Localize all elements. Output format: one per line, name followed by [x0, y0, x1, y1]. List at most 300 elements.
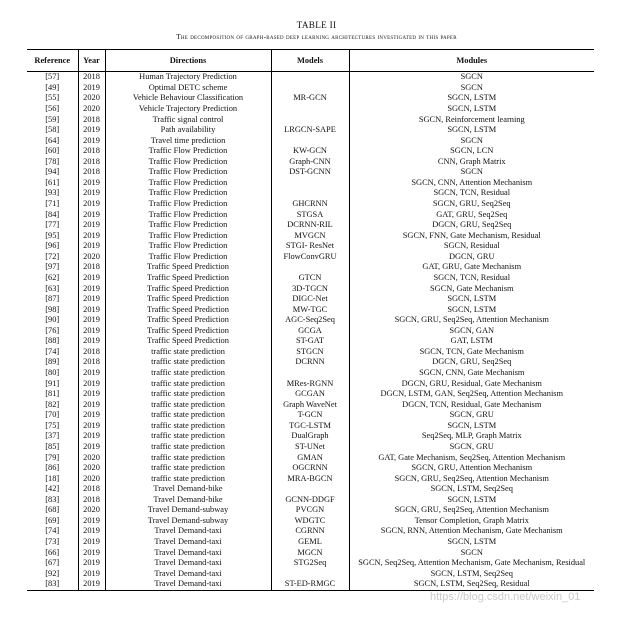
table-row — [27, 368, 594, 379]
table-row — [27, 336, 594, 347]
cell-direction: Traffic Flow Prediction — [105, 199, 271, 210]
cell-direction: Travel time prediction — [105, 135, 271, 146]
cell-year: 2018 — [78, 72, 105, 83]
cell-model: DualGraph — [271, 431, 349, 442]
cell-year: 2019 — [78, 399, 105, 410]
cell-model: KW-GCN — [271, 146, 349, 157]
table-row — [27, 273, 594, 284]
cell-modules: SGCN, GRU, Seq2Seq, Attention Mechanism — [349, 315, 594, 326]
cell-direction: Travel Demand-taxi — [105, 558, 271, 569]
cell-year: 2019 — [78, 579, 105, 590]
table-row — [27, 431, 594, 442]
cell-year: 2019 — [78, 526, 105, 537]
cell-modules: Tensor Completion, Graph Matrix — [349, 516, 594, 527]
cell-year: 2019 — [78, 273, 105, 284]
cell-model: CGRNN — [271, 526, 349, 537]
table-row — [27, 315, 594, 326]
cell-direction: Traffic Flow Prediction — [105, 157, 271, 168]
cell-reference: [72] — [45, 251, 60, 261]
cell-direction: Travel Demand-taxi — [105, 547, 271, 558]
cell-reference: [87] — [45, 294, 60, 304]
table-row — [27, 188, 594, 199]
table-row — [27, 579, 594, 590]
cell-modules: SGCN — [349, 167, 594, 178]
cell-direction: Traffic Flow Prediction — [105, 241, 271, 252]
header-reference: Reference — [27, 50, 78, 72]
cell-direction: traffic state prediction — [105, 399, 271, 410]
cell-year: 2019 — [78, 516, 105, 527]
cell-reference: [90] — [45, 315, 60, 325]
cell-reference: [57] — [45, 72, 60, 82]
cell-modules: SGCN, Seq2Seq, Attention Mechanism, Gate Mechanism, Residual — [349, 558, 594, 569]
table-row — [27, 495, 594, 506]
cell-model — [271, 178, 349, 189]
cell-year: 2020 — [78, 104, 105, 115]
cell-year: 2018 — [78, 484, 105, 495]
cell-modules: SGCN — [349, 547, 594, 558]
cell-reference: [88] — [45, 336, 60, 346]
cell-year: 2019 — [78, 336, 105, 347]
header-row — [27, 50, 594, 72]
cell-modules: SGCN, Gate Mechanism — [349, 283, 594, 294]
cell-direction: Vehicle Behaviour Classification — [105, 93, 271, 104]
cell-reference: [85] — [45, 441, 60, 451]
cell-direction: traffic state prediction — [105, 421, 271, 432]
cell-direction: traffic state prediction — [105, 442, 271, 453]
cell-model — [271, 83, 349, 94]
cell-modules: SGCN, LSTM — [349, 537, 594, 548]
cell-modules: SGCN, LSTM, Seq2Seq — [349, 484, 594, 495]
cell-reference: [96] — [45, 241, 60, 251]
cell-modules: SGCN, FNN, Gate Mechanism, Residual — [349, 230, 594, 241]
cell-model: DIGC-Net — [271, 294, 349, 305]
cell-direction: Travel Demand-subway — [105, 516, 271, 527]
cell-model: FlowConvGRU — [271, 252, 349, 263]
cell-modules: GAT, LSTM — [349, 336, 594, 347]
table-row — [27, 220, 594, 231]
table-row — [27, 262, 594, 273]
table-row — [27, 442, 594, 453]
cell-direction: Traffic Flow Prediction — [105, 209, 271, 220]
cell-reference: [70] — [45, 410, 60, 420]
cell-reference: [63] — [45, 283, 60, 293]
cell-model: PVCGN — [271, 505, 349, 516]
cell-direction: Travel Demand-subway — [105, 505, 271, 516]
cell-model: Graph-CNN — [271, 157, 349, 168]
cell-reference: [75] — [45, 420, 60, 430]
cell-year: 2020 — [78, 473, 105, 484]
cell-modules: GAT, Gate Mechanism, Seq2Seq, Attention Mechanism — [349, 452, 594, 463]
table-row — [27, 463, 594, 474]
cell-year: 2019 — [78, 378, 105, 389]
cell-model: MRes-RGNN — [271, 378, 349, 389]
cell-modules: SGCN, LSTM — [349, 421, 594, 432]
cell-direction: Traffic Flow Prediction — [105, 220, 271, 231]
cell-modules: SGCN, LSTM — [349, 93, 594, 104]
header-year: Year — [78, 50, 105, 72]
cell-reference: [82] — [45, 399, 60, 409]
cell-reference: [55] — [45, 93, 60, 103]
cell-reference: [92] — [45, 568, 60, 578]
cell-modules: SGCN, GAN — [349, 326, 594, 337]
cell-modules: SGCN, Residual — [349, 241, 594, 252]
cell-year: 2018 — [78, 347, 105, 358]
cell-model: STGI- ResNet — [271, 241, 349, 252]
cell-modules: GAT, GRU, Seq2Seq — [349, 209, 594, 220]
cell-reference: [79] — [45, 452, 60, 462]
table-row — [27, 558, 594, 569]
cell-modules: SGCN, GRU — [349, 442, 594, 453]
cell-model: MRA-BGCN — [271, 473, 349, 484]
cell-year: 2018 — [78, 495, 105, 506]
cell-model — [271, 188, 349, 199]
cell-year: 2019 — [78, 326, 105, 337]
table-row — [27, 93, 594, 104]
table-row — [27, 104, 594, 115]
table-row — [27, 473, 594, 484]
cell-direction: Traffic Flow Prediction — [105, 230, 271, 241]
table-row — [27, 399, 594, 410]
cell-reference: [81] — [45, 389, 60, 399]
cell-reference: [71] — [45, 199, 60, 209]
cell-model: OGCRNN — [271, 463, 349, 474]
cell-reference: [83] — [27, 579, 78, 590]
cell-year: 2019 — [78, 547, 105, 558]
table-row — [27, 516, 594, 527]
cell-reference: [97] — [45, 262, 60, 272]
cell-direction: Path availability — [105, 125, 271, 136]
cell-reference: [73] — [45, 537, 60, 547]
table-row — [27, 157, 594, 168]
cell-reference: [80] — [45, 368, 60, 378]
cell-direction: Traffic Speed Prediction — [105, 326, 271, 337]
cell-model: STGCN — [271, 347, 349, 358]
cell-model — [271, 484, 349, 495]
cell-year: 2019 — [78, 315, 105, 326]
cell-year: 2019 — [78, 558, 105, 569]
cell-direction: traffic state prediction — [105, 463, 271, 474]
cell-year: 2019 — [78, 199, 105, 210]
cell-year: 2019 — [78, 431, 105, 442]
cell-reference: [74] — [45, 526, 60, 536]
header-models: Models — [271, 50, 349, 72]
cell-direction: Traffic Flow Prediction — [105, 146, 271, 157]
cell-modules: SGCN — [349, 72, 594, 83]
cell-model: GCGA — [271, 326, 349, 337]
cell-reference: [42] — [45, 484, 60, 494]
cell-direction: Traffic Speed Prediction — [105, 304, 271, 315]
cell-modules: DGCN, LSTM, GAN, Seq2Seq, Attention Mechanism — [349, 389, 594, 400]
cell-model — [271, 262, 349, 273]
cell-model: TGC-LSTM — [271, 421, 349, 432]
cell-reference: [37] — [45, 431, 60, 441]
table-row — [27, 209, 594, 220]
cell-model — [271, 568, 349, 579]
cell-year: 2019 — [78, 537, 105, 548]
cell-model: ST-ED-RMGC — [271, 579, 349, 590]
cell-year: 2019 — [78, 209, 105, 220]
cell-year: 2018 — [78, 114, 105, 125]
cell-model: GMAN — [271, 452, 349, 463]
cell-direction: traffic state prediction — [105, 431, 271, 442]
cell-reference: [64] — [45, 135, 60, 145]
cell-model: GCGAN — [271, 389, 349, 400]
cell-model: DCRNN-RIL — [271, 220, 349, 231]
cell-reference: [93] — [45, 188, 60, 198]
table-row — [27, 304, 594, 315]
cell-year: 2020 — [78, 452, 105, 463]
cell-year: 2018 — [78, 167, 105, 178]
cell-year: 2019 — [78, 125, 105, 136]
cell-direction: Traffic signal control — [105, 114, 271, 125]
cell-modules: Seq2Seq, MLP, Graph Matrix — [349, 431, 594, 442]
table-row — [27, 484, 594, 495]
cell-modules: SGCN, RNN, Attention Mechanism, Gate Mechanism — [349, 526, 594, 537]
table-row — [27, 421, 594, 432]
cell-model — [271, 114, 349, 125]
cell-model: LRGCN-SAPE — [271, 125, 349, 136]
table-row — [27, 135, 594, 146]
cell-year: 2020 — [78, 93, 105, 104]
cell-model: 3D-TGCN — [271, 283, 349, 294]
cell-modules: SGCN, LSTM, Seq2Seq — [349, 568, 594, 579]
table-row — [27, 537, 594, 548]
cell-direction: Travel Demand-taxi — [105, 568, 271, 579]
cell-year: 2020 — [78, 505, 105, 516]
table-row — [27, 230, 594, 241]
cell-modules: SGCN, GRU, Seq2Seq — [349, 199, 594, 210]
cell-modules: SGCN, GRU, Attention Mechanism — [349, 463, 594, 474]
cell-year: 2019 — [78, 294, 105, 305]
cell-direction: Traffic Speed Prediction — [105, 294, 271, 305]
cell-reference: [94] — [45, 167, 60, 177]
cell-modules: SGCN, GRU, Seq2Seq, Attention Mechanism — [349, 505, 594, 516]
architecture-table — [27, 49, 594, 591]
cell-direction: Travel Demand-taxi — [105, 537, 271, 548]
cell-year: 2019 — [78, 283, 105, 294]
cell-direction: Traffic Flow Prediction — [105, 188, 271, 199]
cell-year: 2019 — [78, 304, 105, 315]
table-row — [27, 389, 594, 400]
cell-modules: SGCN, CNN, Gate Mechanism — [349, 368, 594, 379]
table-row — [27, 252, 594, 263]
cell-reference: [68] — [45, 505, 60, 515]
cell-direction: Travel Demand-taxi — [105, 526, 271, 537]
cell-model: DCRNN — [271, 357, 349, 368]
cell-direction: traffic state prediction — [105, 378, 271, 389]
cell-reference: [76] — [45, 325, 60, 335]
cell-model — [271, 104, 349, 115]
cell-model — [271, 135, 349, 146]
table-row — [27, 125, 594, 136]
cell-direction: traffic state prediction — [105, 410, 271, 421]
cell-reference: [74] — [45, 346, 60, 356]
table-row — [27, 241, 594, 252]
cell-model: GCNN-DDGF — [271, 495, 349, 506]
cell-direction: Traffic Speed Prediction — [105, 262, 271, 273]
cell-year: 2019 — [78, 135, 105, 146]
cell-direction: Travel Demand-bike — [105, 495, 271, 506]
cell-reference: [69] — [45, 515, 60, 525]
cell-reference: [59] — [45, 114, 60, 124]
cell-direction: Vehicle Trajectory Prediction — [105, 104, 271, 115]
cell-year: 2019 — [78, 389, 105, 400]
cell-modules: DGCN, GRU, Residual, Gate Mechanism — [349, 378, 594, 389]
cell-model: MW-TGC — [271, 304, 349, 315]
cell-reference: [18] — [45, 473, 60, 483]
cell-year: 2018 — [78, 262, 105, 273]
cell-direction: traffic state prediction — [105, 357, 271, 368]
cell-direction: Traffic Speed Prediction — [105, 336, 271, 347]
cell-reference: [62] — [45, 272, 60, 282]
cell-model: Graph WaveNet — [271, 399, 349, 410]
table-body — [27, 72, 594, 591]
cell-modules: SGCN, LSTM — [349, 495, 594, 506]
cell-model: DST-GCNN — [271, 167, 349, 178]
cell-reference: [66] — [45, 547, 60, 557]
cell-year: 2019 — [78, 230, 105, 241]
cell-year: 2018 — [78, 146, 105, 157]
table-row — [27, 283, 594, 294]
cell-direction: Traffic Speed Prediction — [105, 273, 271, 284]
cell-modules: SGCN, LSTM, Seq2Seq, Residual — [349, 579, 594, 590]
cell-reference: [86] — [45, 463, 60, 473]
table-row — [27, 505, 594, 516]
table-row — [27, 526, 594, 537]
cell-model: ST-UNet — [271, 442, 349, 453]
cell-modules: SGCN, LSTM — [349, 304, 594, 315]
cell-direction: Traffic Flow Prediction — [105, 252, 271, 263]
cell-year: 2019 — [78, 421, 105, 432]
cell-modules: SGCN, GRU — [349, 410, 594, 421]
cell-modules: SGCN, LSTM — [349, 294, 594, 305]
cell-model: MR-GCN — [271, 93, 349, 104]
cell-year: 2019 — [78, 188, 105, 199]
cell-direction: traffic state prediction — [105, 347, 271, 358]
table-row — [27, 199, 594, 210]
cell-model: MVGCN — [271, 230, 349, 241]
cell-reference: [78] — [45, 156, 60, 166]
table-row — [27, 357, 594, 368]
cell-model: ST-GAT — [271, 336, 349, 347]
cell-direction: Traffic Flow Prediction — [105, 167, 271, 178]
cell-year: 2019 — [78, 368, 105, 379]
cell-year: 2020 — [78, 463, 105, 474]
cell-direction: traffic state prediction — [105, 389, 271, 400]
cell-reference: [95] — [45, 230, 60, 240]
cell-direction: Traffic Flow Prediction — [105, 178, 271, 189]
cell-modules: DGCN, GRU, Seq2Seq — [349, 357, 594, 368]
table-row — [27, 294, 594, 305]
cell-direction: Human Trajectory Prediction — [105, 72, 271, 83]
table-row — [27, 114, 594, 125]
cell-model — [271, 72, 349, 83]
cell-modules: GAT, GRU, Gate Mechanism — [349, 262, 594, 273]
cell-year: 2019 — [78, 442, 105, 453]
cell-year: 2019 — [78, 241, 105, 252]
cell-model: WDGTC — [271, 516, 349, 527]
header-directions: Directions — [105, 50, 271, 72]
watermark: https://blog.csdn.net/weixin_01 — [430, 591, 581, 603]
table-row — [27, 568, 594, 579]
cell-model: STGSA — [271, 209, 349, 220]
cell-reference: [77] — [45, 220, 60, 230]
table-row — [27, 452, 594, 463]
cell-reference: [83] — [45, 494, 60, 504]
cell-modules: SGCN, TCN, Gate Mechanism — [349, 347, 594, 358]
cell-direction: Traffic Speed Prediction — [105, 283, 271, 294]
table-row — [27, 167, 594, 178]
cell-modules: CNN, Graph Matrix — [349, 157, 594, 168]
cell-modules: SGCN, LCN — [349, 146, 594, 157]
cell-model: GEML — [271, 537, 349, 548]
cell-reference: [49] — [45, 82, 60, 92]
cell-year: 2019 — [78, 220, 105, 231]
cell-model: AGC-Seq2Seq — [271, 315, 349, 326]
cell-year: 2019 — [78, 410, 105, 421]
cell-modules: DGCN, GRU, Seq2Seq — [349, 220, 594, 231]
cell-modules: SGCN, Reinforcement learning — [349, 114, 594, 125]
header-modules: Modules — [349, 50, 594, 72]
cell-modules: DGCN, TCN, Residual, Gate Mechanism — [349, 399, 594, 410]
cell-reference: [58] — [45, 125, 60, 135]
cell-model: GTCN — [271, 273, 349, 284]
table-row — [27, 378, 594, 389]
cell-model — [271, 368, 349, 379]
cell-model: MGCN — [271, 547, 349, 558]
cell-modules: DGCN, GRU — [349, 252, 594, 263]
cell-reference: [56] — [45, 103, 60, 113]
cell-modules: SGCN, LSTM — [349, 104, 594, 115]
cell-modules: SGCN, GRU, Seq2Seq, Attention Mechanism — [349, 473, 594, 484]
cell-modules: SGCN — [349, 135, 594, 146]
cell-direction: Traffic Speed Prediction — [105, 315, 271, 326]
cell-reference: [67] — [45, 558, 60, 568]
cell-year: 2018 — [78, 357, 105, 368]
cell-year: 2019 — [78, 83, 105, 94]
cell-model: GHCRNN — [271, 199, 349, 210]
cell-reference: [89] — [45, 357, 60, 367]
cell-reference: [84] — [45, 209, 60, 219]
table-row — [27, 547, 594, 558]
cell-modules: SGCN, LSTM — [349, 125, 594, 136]
cell-year: 2018 — [78, 157, 105, 168]
cell-year: 2019 — [78, 178, 105, 189]
cell-model: STG2Seq — [271, 558, 349, 569]
table-row — [27, 347, 594, 358]
cell-direction: traffic state prediction — [105, 473, 271, 484]
cell-direction: traffic state prediction — [105, 368, 271, 379]
cell-modules: SGCN, TCN, Residual — [349, 273, 594, 284]
table-row — [27, 410, 594, 421]
cell-model: T-GCN — [271, 410, 349, 421]
table-title: TABLE II — [296, 20, 337, 30]
cell-direction: Optimal DETC scheme — [105, 83, 271, 94]
cell-reference: [91] — [45, 378, 60, 388]
table-row — [27, 326, 594, 337]
table-row — [27, 178, 594, 189]
table-row — [27, 83, 594, 94]
cell-direction: traffic state prediction — [105, 452, 271, 463]
cell-direction: Travel Demand-taxi — [105, 579, 271, 590]
cell-modules: SGCN — [349, 83, 594, 94]
table-row — [27, 72, 594, 83]
table-caption: The decomposition of graph-based deep learning architectures investigated in this paper — [176, 32, 457, 41]
cell-year: 2020 — [78, 252, 105, 263]
cell-reference: [61] — [45, 177, 60, 187]
cell-reference: [60] — [45, 146, 60, 156]
cell-direction: Travel Demand-bike — [105, 484, 271, 495]
